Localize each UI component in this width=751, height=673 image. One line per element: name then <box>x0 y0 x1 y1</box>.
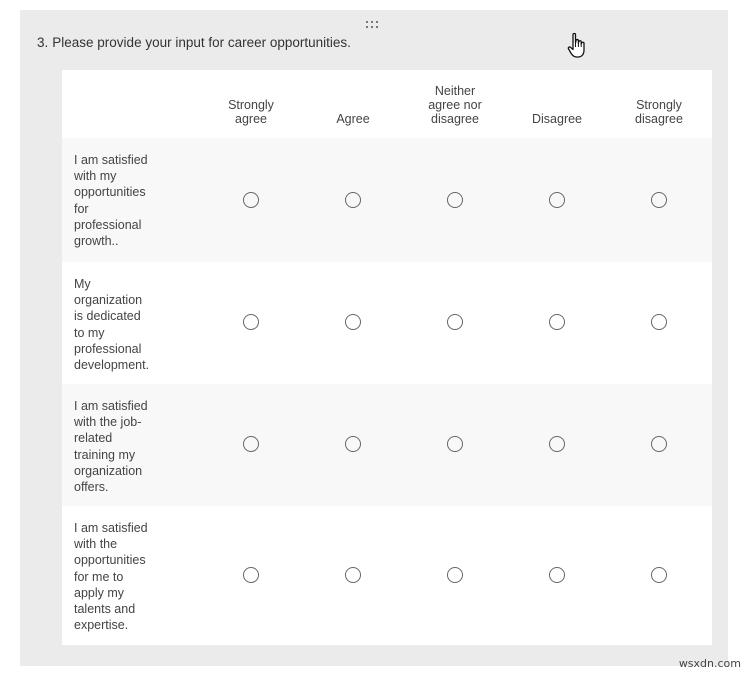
question-text: Please provide your input for career opportunities. <box>52 35 351 50</box>
column-header-strongly-agree: Strongly agree <box>228 98 274 126</box>
question-title <box>37 35 351 50</box>
likert-row-4 <box>62 506 712 645</box>
radio-strongly-agree[interactable] <box>243 567 259 583</box>
column-header-neither: Neither agree nor disagree <box>428 84 482 126</box>
radio-strongly-disagree[interactable] <box>651 314 667 330</box>
radio-disagree[interactable] <box>549 192 565 208</box>
hand-pointer-icon <box>566 32 588 60</box>
radio-agree[interactable] <box>345 192 361 208</box>
radio-agree[interactable] <box>345 567 361 583</box>
likert-grid <box>62 70 712 645</box>
column-header-agree: Agree <box>336 112 370 126</box>
statement-label: I am satisfied with the opportunities for me to apply my talents and expertise. <box>74 521 148 633</box>
radio-neither[interactable] <box>447 436 463 452</box>
radio-agree[interactable] <box>345 436 361 452</box>
likert-row-3 <box>62 384 712 506</box>
watermark: wsxdn.com <box>678 657 741 670</box>
radio-neither[interactable] <box>447 192 463 208</box>
column-header-strongly-disagree: Strongly disagree <box>635 98 683 126</box>
radio-disagree[interactable] <box>549 567 565 583</box>
statement-label: I am satisfied with the job-related training my organization offers. <box>74 399 148 495</box>
radio-strongly-disagree[interactable] <box>651 567 667 583</box>
statement-label: I am satisfied with my opportunities for professional growth.. <box>74 153 148 249</box>
radio-neither[interactable] <box>447 314 463 330</box>
question-number: 3. <box>37 35 49 50</box>
column-header-disagree: Disagree <box>531 112 583 126</box>
radio-strongly-agree[interactable] <box>243 192 259 208</box>
radio-agree[interactable] <box>345 314 361 330</box>
radio-strongly-disagree[interactable] <box>651 436 667 452</box>
drag-handle-icon[interactable] <box>366 21 380 31</box>
likert-row-2 <box>62 262 712 384</box>
radio-disagree[interactable] <box>549 436 565 452</box>
likert-row-1 <box>62 138 712 262</box>
radio-strongly-disagree[interactable] <box>651 192 667 208</box>
statement-label: My organization is dedicated to my professional development. <box>74 277 150 373</box>
radio-strongly-agree[interactable] <box>243 314 259 330</box>
radio-disagree[interactable] <box>549 314 565 330</box>
radio-strongly-agree[interactable] <box>243 436 259 452</box>
radio-neither[interactable] <box>447 567 463 583</box>
